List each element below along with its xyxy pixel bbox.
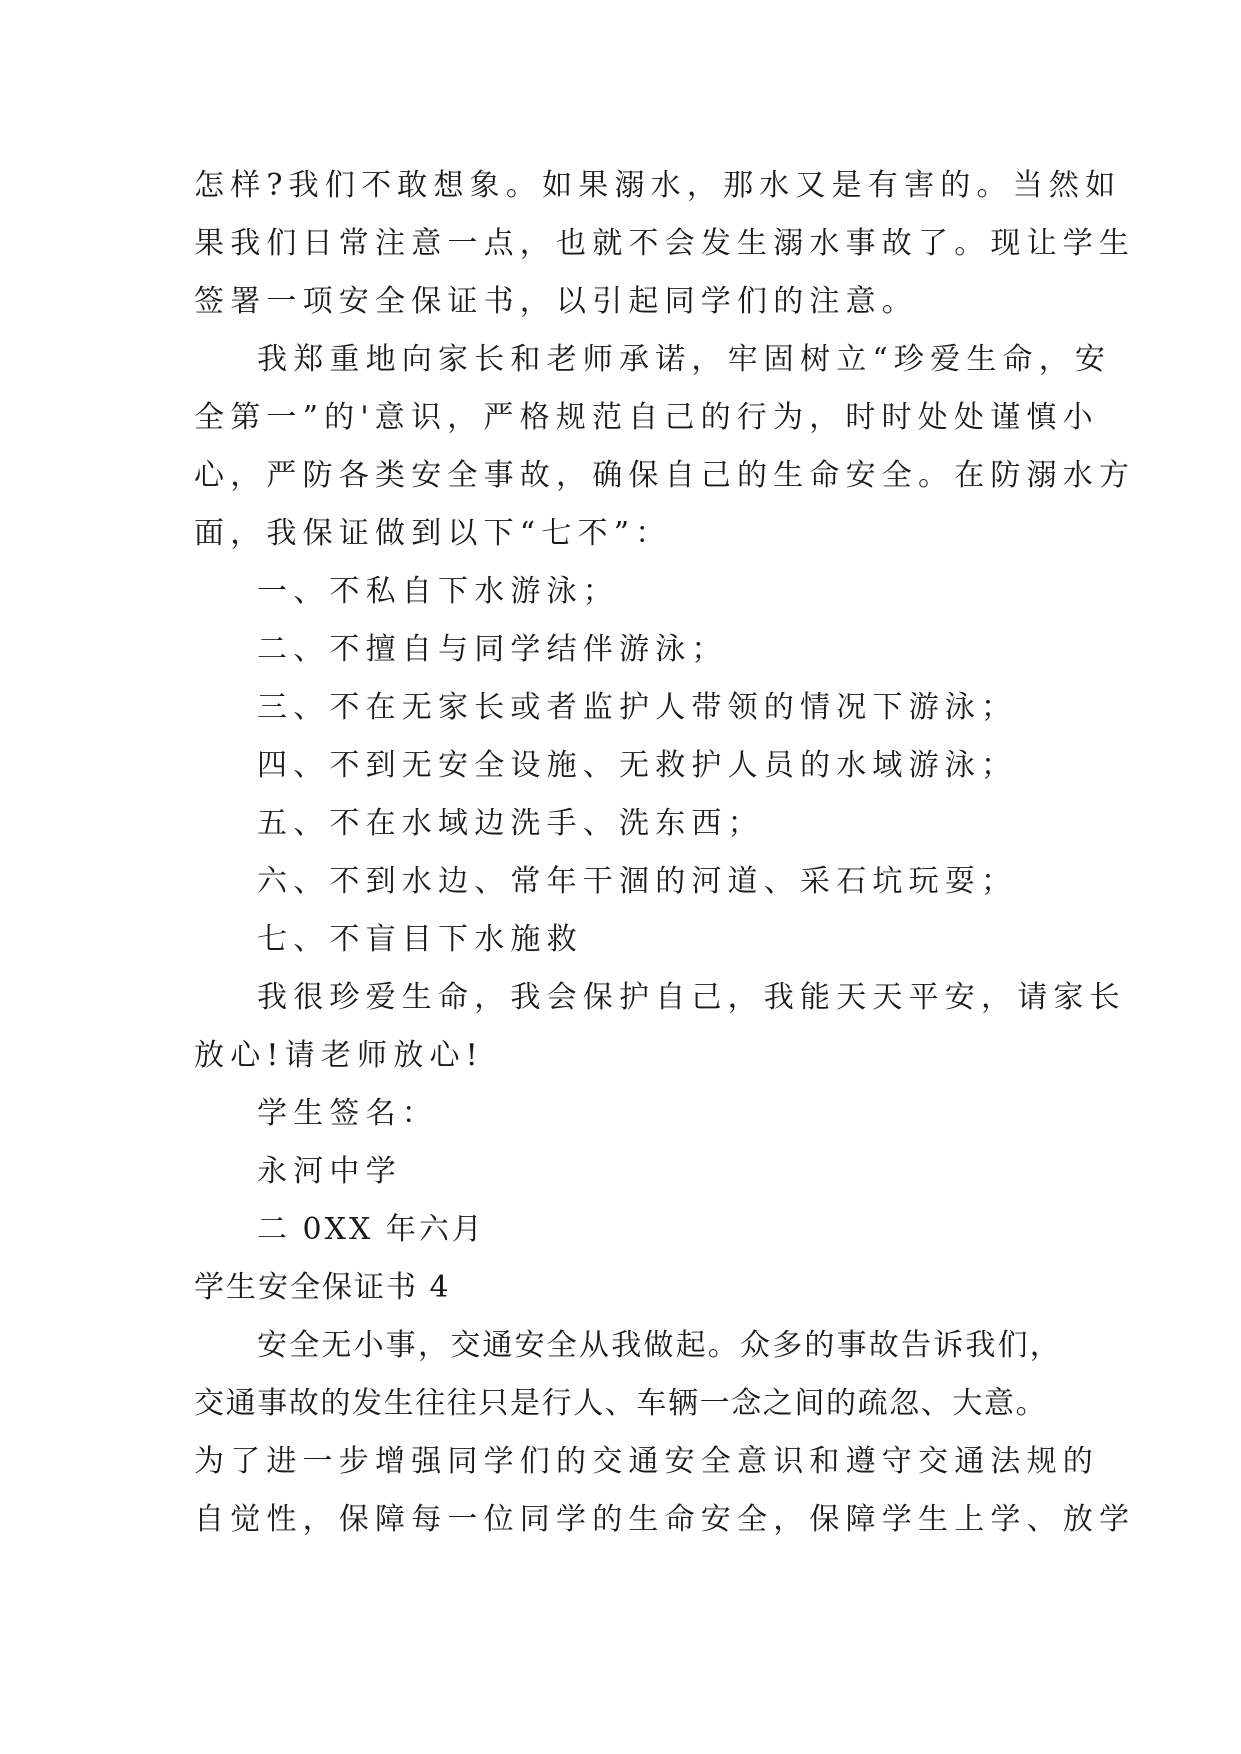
list-item: 一、不私自下水游泳； [257, 574, 619, 609]
text-line: 我很珍爱生命，我会保护自己，我能天天平安，请家长 [257, 980, 1126, 1015]
school-name: 永河中学 [257, 1154, 402, 1189]
paragraph-intro [194, 157, 1136, 331]
signature-label: 学生签名： [257, 1096, 438, 1131]
text-line: 心，严防各类安全事故，确保自己的生命安全。在防溺水方 [194, 458, 1136, 493]
text-line: 签署一项安全保证书，以引起同学们的注意。 [194, 284, 918, 319]
section-heading: 学生安全保证书 4 [194, 1270, 451, 1305]
signature-date: 二 0XX 年六月 [257, 1212, 485, 1247]
signature-block [194, 1085, 1054, 1259]
text-line: 面，我保证做到以下“七不”： [194, 516, 672, 551]
document-page [194, 157, 1136, 1549]
text-line: 怎样?我们不敢想象。如果溺水，那水又是有害的。当然如 [194, 168, 1122, 203]
list-item: 七、不盲目下水施救 [257, 922, 583, 957]
list-item: 五、不在水域边洗手、洗东西； [257, 806, 764, 841]
text-line: 全第一”的'意识，严格规范自己的行为，时时处处谨慎小 [194, 400, 1099, 435]
text-line: 自觉性，保障每一位同学的生命安全，保障学生上学、放学 [194, 1502, 1136, 1537]
list-item: 六、不到水边、常年干涸的河道、采石坑玩耍； [257, 864, 1018, 899]
paragraph-closing [194, 969, 1126, 1085]
text-line: 我郑重地向家长和老师承诺，牢固树立“珍爱生命，安 [257, 342, 1112, 377]
list-item: 二、不擅自与同学结伴游泳； [257, 632, 728, 667]
rules-list [194, 563, 1054, 969]
text-line: 交通事故的发生往往只是行人、车辆一念之间的疏忽、大意。 [194, 1386, 1048, 1421]
text-line: 为了进一步增强同学们的交通安全意识和遵守交通法规的 [194, 1444, 1099, 1479]
list-item: 四、不到无安全设施、无救护人员的水域游泳； [257, 748, 1018, 783]
text-line: 果我们日常注意一点，也就不会发生溺水事故了。现让学生 [194, 226, 1136, 261]
text-line: 放心!请老师放心! [194, 1038, 484, 1073]
list-item: 三、不在无家长或者监护人带领的情况下游泳； [257, 690, 1018, 725]
text-line: 安全无小事，交通安全从我做起。众多的事故告诉我们， [257, 1328, 1062, 1363]
paragraph-pledge [194, 331, 1136, 563]
paragraph-traffic [194, 1317, 1136, 1549]
